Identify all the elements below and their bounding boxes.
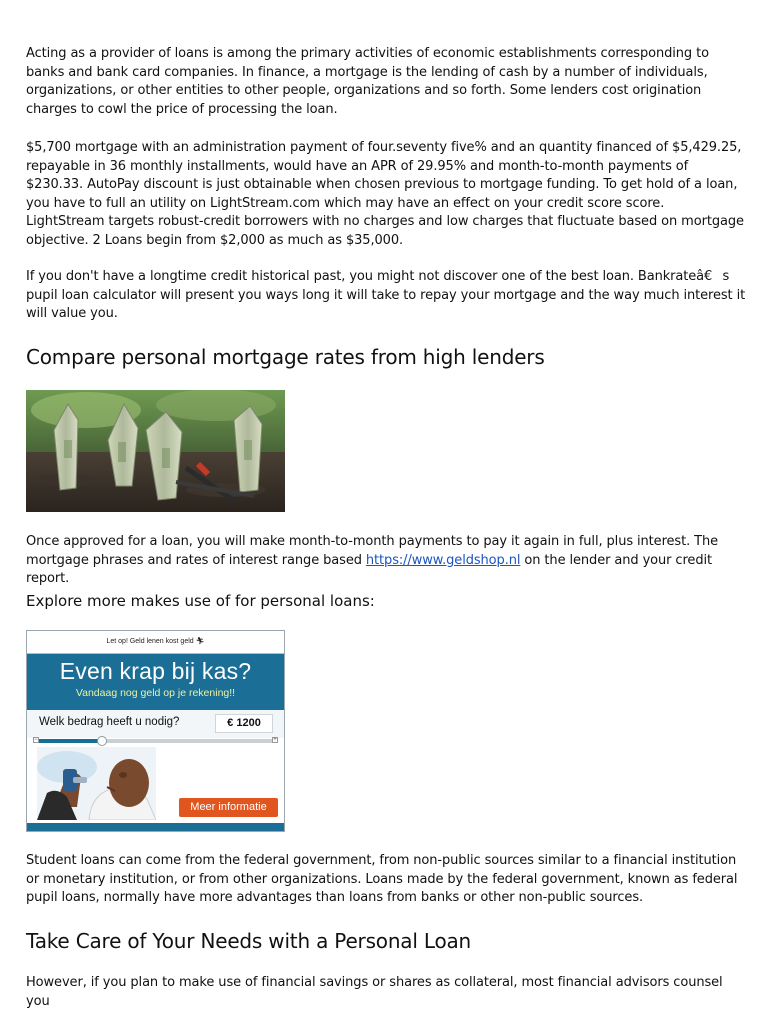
slider-handle[interactable] [97, 736, 107, 746]
geldshop-link[interactable]: https://www.geldshop.nl [365, 552, 521, 568]
ad-title: Even krap bij kas? [59, 658, 252, 684]
heading-explore-uses: Explore more makes use of for personal loans: [26, 592, 375, 610]
slider-fill [39, 739, 102, 743]
heading-personal-loan: Take Care of Your Needs with a Personal Loan [26, 929, 472, 953]
paragraph-intro: Acting as a provider of loans is among the primary activities of economic establishments corresponding to banks and bank card companies. In finance, a mortgage is the lending of cash by a number of individuals, organizations, or other entities to other people, organizations and so forth. Some lenders cost origination charges to cowl the price of processing the loan. [26, 46, 709, 117]
loan-ad-banner[interactable] [26, 630, 285, 832]
ad-man-with-inhaler-photo [37, 747, 156, 820]
ad-footer-bar [27, 823, 284, 831]
paragraph-student-loans: Student loans can come from the federal government, from non-public sources similar to a financial institution or monetary institution, or from other organizations. Loans made by the federal government, known as federal pupil loans, normally have more advantages than loans from banks or other non-public sources. [26, 853, 738, 905]
ad-headline-panel [27, 654, 284, 710]
paragraph-approval [26, 533, 746, 589]
ad-warning-text: Let op! Geld lenen kost geld [106, 638, 194, 645]
ad-amount-row [27, 710, 284, 738]
approval-text-start: Once approved for a loan, you will make month-to-month payments to pay it again in full, plus interest. The mortgage phrases and rates of interest range based [26, 534, 719, 568]
approval-text-end: on the lender and your credit report. [26, 552, 712, 586]
ad-question: Welk bedrag heeft u nodig? [39, 716, 180, 728]
paragraph-collateral: However, if you plan to make use of financial savings or shares as collateral, most financial advisors counsel you [26, 975, 723, 1009]
money-plants-photo [26, 390, 285, 512]
slider-minus-icon[interactable]: − [34, 737, 38, 743]
paragraph-credit-history: If you don't have a longtime credit historical past, you might not discover one of the best loan. Bankrateâ€s pupil loan calculator will present you ways long it will take to repay your mortgage and the way much interest it will value you. [26, 269, 746, 321]
ad-warning [27, 631, 284, 654]
ad-subtitle: Vandaag nog geld op je rekening!! [75, 687, 236, 699]
slider-plus-icon[interactable]: + [273, 737, 277, 743]
ad-more-info-button[interactable]: Meer informatie [179, 798, 278, 817]
running-figure-icon: 🏃︎ [195, 638, 205, 645]
paragraph-loan-example: $5,700 mortgage with an administration payment of four.seventy five% and an quantity financed of $5,429.25, repayable in 36 monthly installments, would have an APR of 29.95% and month-to-month payments of $230.33. AutoPay discount is just obtainable when chosen previous to mortgage funding. To get hold of a loan, you have to full an utility on LightStream.com which may have an effect on your credit score score. LightStream targets robust-credit borrowers with no charges and low charges that fluctuate based on mortgage objective. 2 Loans begin from $2,000 as much as $35,000. [26, 140, 744, 248]
heading-compare-rates: Compare personal mortgage rates from high lenders [26, 345, 545, 369]
ad-amount-slider[interactable] [33, 737, 278, 745]
ad-amount-field[interactable]: € 1200 [215, 714, 273, 733]
